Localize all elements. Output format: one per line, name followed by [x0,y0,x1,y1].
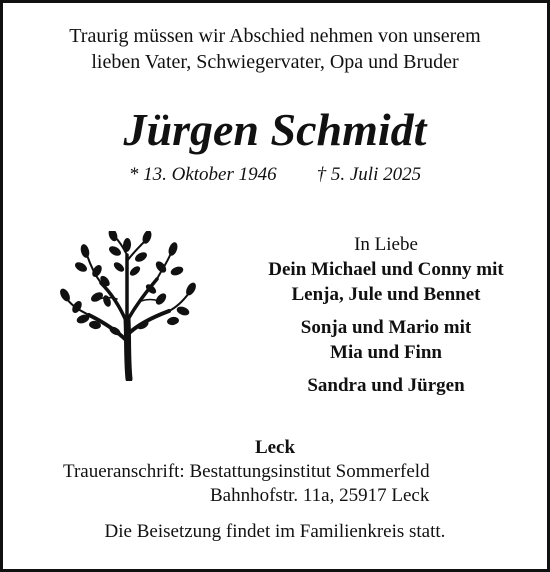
deceased-name: Jürgen Schmidt [123,104,427,155]
intro-line: Traurig müssen wir Abschied nehmen von unserem [69,25,481,47]
mourner-line: Sonja und Mario mit [300,317,472,338]
intro-line: lieben Vater, Schwiegervater, Opa und Bruder [91,51,459,73]
death-date: † 5. Juli 2025 [316,164,422,185]
mourners-intro: In Liebe [354,234,418,255]
mourning-address [63,460,430,508]
life-dates [3,163,547,187]
mourner-line: Sandra und Jürgen [307,375,465,396]
birth-date: * 13. Oktober 1946 [128,164,277,185]
mourner-line: Lenja, Jule und Bennet [291,284,481,305]
tree-icon [57,231,197,381]
mourner-line: Mia und Finn [330,342,442,363]
address-line: Traueranschrift: Bestattungsinstitut Sommerfeld [63,461,430,482]
intro-text [3,23,547,75]
place-name: Leck [254,437,296,458]
mourner-line: Dein Michael und Conny mit [268,259,504,280]
address-line: Bahnhofstr. 11a, 25917 Leck [210,485,430,506]
burial-note: Die Beisetzung findet im Familienkreis statt. [104,521,446,542]
mourners-block [241,232,531,398]
